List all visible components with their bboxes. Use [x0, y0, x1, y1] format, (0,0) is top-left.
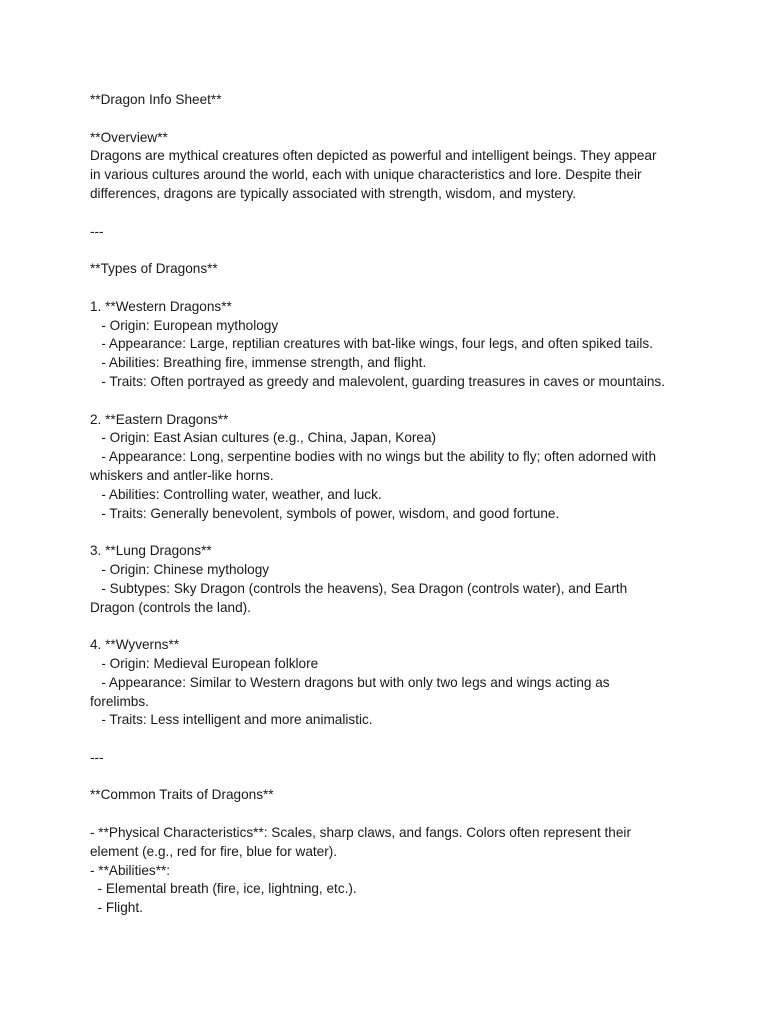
blank-line	[90, 523, 690, 542]
blank-line	[90, 617, 690, 636]
blank-line	[90, 279, 690, 298]
separator: ---	[90, 749, 104, 765]
western-dragons-line: - Abilities: Breathing fire, immense strength, and flight.	[90, 355, 427, 371]
eastern-dragons-line: - Origin: East Asian cultures (e.g., China, Japan, Korea)	[90, 430, 437, 446]
eastern-dragons-line: whiskers and antler-like horns.	[90, 467, 274, 483]
separator: ---	[90, 223, 104, 239]
lung-dragons-line: - Origin: Chinese mythology	[90, 561, 270, 577]
blank-line	[90, 110, 690, 129]
blank-line	[90, 730, 690, 749]
eastern-dragons-line: - Abilities: Controlling water, weather, and luck.	[90, 486, 382, 502]
blank-line	[90, 241, 690, 260]
overview-line: differences, dragons are typically associated with strength, wisdom, and mystery.	[90, 185, 577, 201]
eastern-dragons-title: 2. **Eastern Dragons**	[90, 411, 229, 427]
common-traits-line: element (e.g., red for fire, blue for water).	[90, 843, 338, 859]
document-page	[90, 91, 690, 918]
western-dragons-line: - Origin: European mythology	[90, 317, 279, 333]
common-traits-line: - Flight.	[90, 900, 143, 916]
wyverns-line: - Origin: Medieval European folklore	[90, 655, 319, 671]
overview-line: Dragons are mythical creatures often depicted as powerful and intelligent beings. They appear	[90, 148, 657, 164]
common-traits-line: - **Physical Characteristics**: Scales, sharp claws, and fangs. Colors often represent their	[90, 825, 631, 841]
western-dragons-line: - Appearance: Large, reptilian creatures with bat-like wings, four legs, and often spiked tails.	[90, 336, 653, 352]
wyverns-line: - Appearance: Similar to Western dragons but with only two legs and wings acting as	[90, 674, 610, 690]
eastern-dragons-line: - Appearance: Long, serpentine bodies with no wings but the ability to fly; often adorned with	[90, 449, 657, 465]
blank-line	[90, 805, 690, 824]
types-heading: **Types of Dragons**	[90, 261, 218, 277]
wyverns-title: 4. **Wyverns**	[90, 637, 180, 653]
overview-line: in various cultures around the world, each with unique characteristics and lore. Despite their	[90, 167, 642, 183]
common-traits-line: - Elemental breath (fire, ice, lightning, etc.).	[90, 881, 357, 897]
common-traits-heading: **Common Traits of Dragons**	[90, 787, 274, 803]
lung-dragons-line: Dragon (controls the land).	[90, 599, 251, 615]
common-traits-line: - **Abilities**:	[90, 862, 171, 878]
lung-dragons-line: - Subtypes: Sky Dragon (controls the heavens), Sea Dragon (controls water), and Earth	[90, 580, 628, 596]
blank-line	[90, 204, 690, 223]
blank-line	[90, 392, 690, 411]
eastern-dragons-line: - Traits: Generally benevolent, symbols of power, wisdom, and good fortune.	[90, 505, 560, 521]
wyverns-line: forelimbs.	[90, 693, 149, 709]
document-title: **Dragon Info Sheet**	[90, 92, 222, 107]
western-dragons-line: - Traits: Often portrayed as greedy and malevolent, guarding treasures in caves or mountains.	[90, 373, 666, 389]
wyverns-line: - Traits: Less intelligent and more animalistic.	[90, 712, 373, 728]
blank-line	[90, 768, 690, 787]
overview-heading: **Overview**	[90, 129, 168, 145]
western-dragons-title: 1. **Western Dragons**	[90, 298, 232, 314]
lung-dragons-title: 3. **Lung Dragons**	[90, 543, 212, 559]
